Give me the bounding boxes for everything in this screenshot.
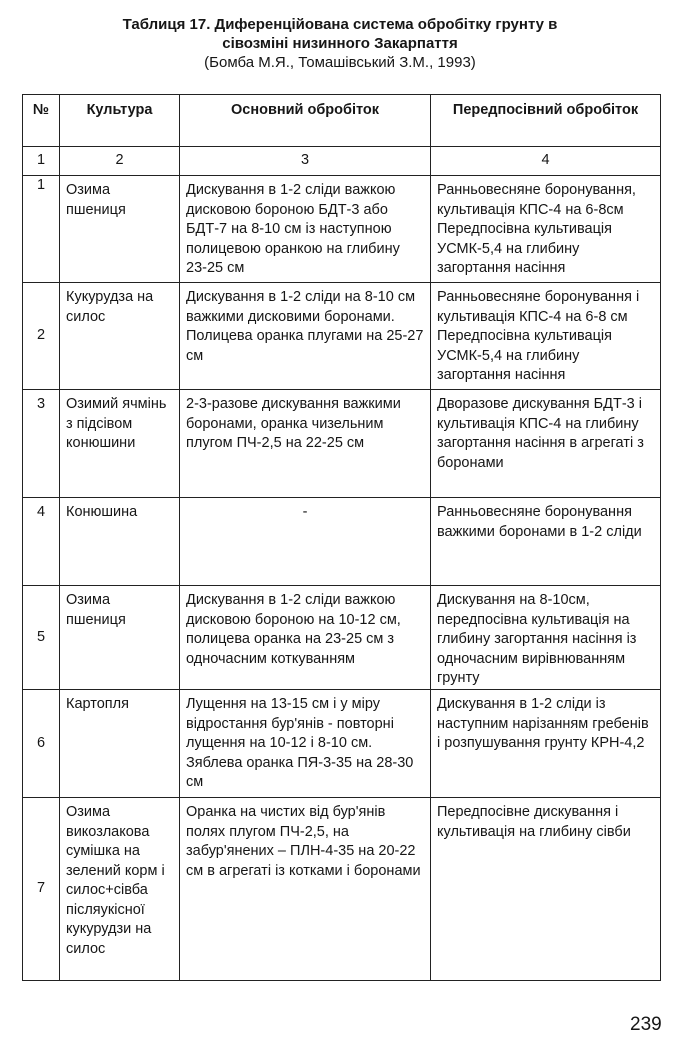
presowing-cell: Дискування на 8-10см, передпосівна культивація на глибину загортання насіння із одночасним вирівнюванням грунту (431, 586, 661, 690)
presowing-cell: Дискування в 1-2 сліди із наступним нарізанням гребенів і розпушування грунту КРН-4,2 (431, 690, 661, 798)
caption-source: (Бомба М.Я., Томашівський З.М., 1993) (204, 54, 476, 71)
presowing-cell: Ранньовесняне боронування і культивація КПС-4 на 6-8 см Передпосівна культивація УСМК-5,4 на глибину загортання насіння (431, 283, 661, 390)
row-number: 7 (23, 798, 60, 981)
table-row (23, 283, 661, 390)
row-number: 1 (23, 176, 60, 283)
header-crop: Культура (60, 95, 180, 147)
column-index-row (23, 147, 661, 176)
page-number: 239 (630, 1014, 662, 1035)
main-tillage-cell: Оранка на чистих від бур'янів полях плугом ПЧ-2,5, на забур'янених – ПЛН-4-35 на 20-22 см в агрегаті із котками і боронами (180, 798, 431, 981)
table-caption (0, 15, 680, 72)
index-cell: 2 (60, 147, 180, 176)
table-row (23, 176, 661, 283)
caption-subtitle: сівозміні низинного Закарпаття (222, 35, 458, 52)
crop-cell: Кукурудза на силос (60, 283, 180, 390)
crop-cell: Озимий ячмінь з підсівом конюшини (60, 390, 180, 498)
crop-cell: Озима викозлакова сумішка на зелений корм і силос+сівба післяукісної кукурудзи на силос (60, 798, 180, 981)
table-row (23, 586, 661, 690)
row-number: 3 (23, 390, 60, 498)
row-number: 4 (23, 498, 60, 586)
main-tillage-cell: Дискування в 1-2 сліди на 8-10 см важкими дисковими боронами. Полицева оранка плугами на 25-27 см (180, 283, 431, 390)
main-tillage-cell: Лущення на 13-15 см і у міру відростання бур'янів - повторні лущення на 10-12 і 8-10 см. Зяблева оранка ПЯ-3-35 на 28-30 см (180, 690, 431, 798)
row-number: 5 (23, 586, 60, 690)
presowing-cell: Дворазове дискування БДТ-3 і культивація КПС-4 на глибину загортання насіння в агрегаті з боронами (431, 390, 661, 498)
main-tillage-cell: Дискування в 1-2 сліди важкою дисковою бороною БДТ-3 або БДТ-7 на 8-10 см із наступною полицевою оранкою на глибину 23-25 см (180, 176, 431, 283)
crop-cell: Озима пшениця (60, 586, 180, 690)
table-row (23, 798, 661, 981)
index-cell: 1 (23, 147, 60, 176)
table-row (23, 690, 661, 798)
crop-cell: Картопля (60, 690, 180, 798)
row-number: 6 (23, 690, 60, 798)
header-num: № (23, 95, 60, 147)
header-presowing-tillage: Передпосівний обробіток (431, 95, 661, 147)
main-tillage-cell: 2-3-разове дискування важкими боронами, оранка чизельним плугом ПЧ-2,5 на 22-25 см (180, 390, 431, 498)
presowing-cell: Ранньовесняне боронування важкими боронами в 1-2 сліди (431, 498, 661, 586)
presowing-cell: Передпосівне дискування і культивація на глибину сівби (431, 798, 661, 981)
tillage-table (22, 94, 661, 981)
caption-title: Таблиця 17. Диференційована система обробітку грунту в (122, 16, 558, 33)
header-row (23, 95, 661, 147)
table-row (23, 390, 661, 498)
main-tillage-cell: Дискування в 1-2 сліди важкою дисковою бороною на 10-12 см, полицева оранка на 23-25 см з одночасним коткуванням (180, 586, 431, 690)
crop-cell: Конюшина (60, 498, 180, 586)
index-cell: 4 (431, 147, 661, 176)
crop-cell: Озима пшениця (60, 176, 180, 283)
row-number: 2 (23, 283, 60, 390)
presowing-cell: Ранньовесняне боронування, культивація КПС-4 на 6-8см Передпосівна культивація УСМК-5,4 на глибину загортання насіння (431, 176, 661, 283)
header-main-tillage: Основний обробіток (180, 95, 431, 147)
index-cell: 3 (180, 147, 431, 176)
main-tillage-cell: - (180, 498, 431, 586)
table-row (23, 498, 661, 586)
